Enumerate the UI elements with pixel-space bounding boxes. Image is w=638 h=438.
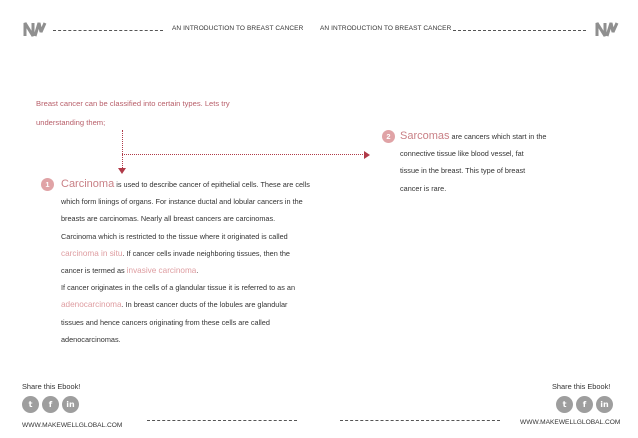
- linkedin-icon[interactable]: [62, 396, 79, 413]
- arrow-right-icon: [364, 151, 370, 159]
- header-title-right: AN INTRODUCTION TO BREAST CANCER: [320, 25, 452, 32]
- term-carcinoma-in-situ: carcinoma in situ: [61, 248, 123, 258]
- sarcomas-line: tissue in the breast. This type of breast: [400, 166, 526, 176]
- linkedin-glyph: in: [66, 399, 75, 409]
- carcinoma-line: .: [196, 266, 199, 276]
- footer-divider-right: [340, 420, 500, 421]
- website-link[interactable]: WWW.MAKEWELLGLOBAL.COM: [22, 422, 123, 429]
- facebook-glyph: f: [582, 399, 587, 409]
- connector-horizontal: [122, 154, 365, 155]
- twitter-bird-icon[interactable]: [22, 396, 39, 413]
- carcinoma-line: breasts are carcinomas. Nearly all breast cancers are carcinomas.: [61, 214, 276, 224]
- twitter-glyph: t: [28, 399, 33, 409]
- intro-text: [36, 94, 336, 132]
- intro-line: understanding them;: [36, 118, 106, 127]
- social-links: [22, 396, 79, 413]
- term-adenocarcinoma: adenocarcinoma: [61, 300, 122, 310]
- carcinoma-line: which form linings of organs. For instance ductal and lobular cancers in the: [61, 197, 303, 207]
- twitter-glyph: t: [562, 399, 567, 409]
- carcinoma-heading: Carcinoma: [61, 178, 115, 190]
- website-link[interactable]: WWW.MAKEWELLGLOBAL.COM: [520, 419, 621, 426]
- sarcomas-line: cancer is rare.: [400, 183, 447, 193]
- facebook-icon[interactable]: [576, 396, 593, 413]
- term-invasive-carcinoma: invasive carcinoma: [126, 266, 197, 276]
- footer-divider-left: [147, 420, 297, 421]
- carcinoma-section: [61, 176, 381, 348]
- arrow-down-icon: [118, 168, 126, 174]
- social-links: [556, 396, 613, 413]
- carcinoma-line: adenocarcinomas.: [61, 334, 121, 344]
- connector-vertical: [122, 130, 123, 170]
- twitter-bird-icon[interactable]: [556, 396, 573, 413]
- facebook-icon[interactable]: [42, 396, 59, 413]
- section-number-badge: 2: [382, 130, 395, 143]
- header-divider-left: [53, 30, 163, 31]
- intro-line: Breast cancer can be classified into certain types. Lets try: [36, 99, 230, 108]
- carcinoma-line: If cancer originates in the cells of a glandular tissue it is referred to as an: [61, 283, 296, 293]
- sarcomas-line: connective tissue like blood vessel, fat: [400, 149, 524, 159]
- share-label: Share this Ebook!: [552, 382, 611, 391]
- facebook-glyph: f: [48, 399, 53, 409]
- share-label: Share this Ebook!: [22, 382, 81, 391]
- mw-logo-icon: [23, 20, 47, 38]
- carcinoma-line: . If cancer cells invade neighboring tissues, then the: [122, 248, 290, 258]
- mw-logo-icon: [595, 20, 619, 38]
- carcinoma-line: . In breast cancer ducts of the lobules are glandular: [121, 300, 288, 310]
- header-divider-right: [453, 30, 586, 31]
- carcinoma-line: tissues and hence cancers originating from these cells are called: [61, 317, 270, 327]
- carcinoma-line: Carcinoma which is restricted to the tissue where it originated is called: [61, 231, 288, 241]
- carcinoma-line: cancer is termed as: [61, 266, 127, 276]
- sarcomas-section: [400, 128, 600, 197]
- section-number-badge: 1: [41, 178, 54, 191]
- linkedin-icon[interactable]: [596, 396, 613, 413]
- sarcomas-heading: Sarcomas: [400, 130, 450, 142]
- linkedin-glyph: in: [600, 399, 609, 409]
- carcinoma-line: is used to describe cancer of epithelial cells. These are cells: [114, 180, 310, 189]
- header-title-left: AN INTRODUCTION TO BREAST CANCER: [172, 25, 304, 32]
- sarcomas-line: are cancers which start in the: [449, 132, 547, 141]
